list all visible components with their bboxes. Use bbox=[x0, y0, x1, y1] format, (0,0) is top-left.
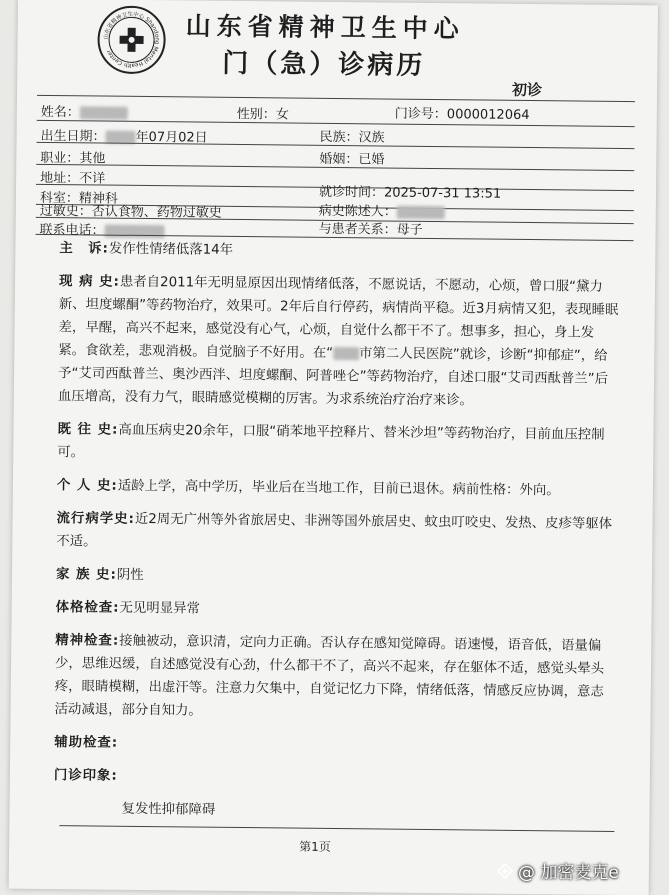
epidemiology-history bbox=[56, 507, 616, 559]
redacted-phone bbox=[105, 225, 165, 239]
informant-label: 病史陈述人： bbox=[318, 203, 397, 220]
past-text: 高血压病史20余年，口服“硝苯地平控释片、替米沙坦”等药物治疗，目前血压控制可。 bbox=[57, 422, 605, 461]
redacted-city bbox=[333, 346, 359, 359]
present-text-2: 市第二人民医院”就诊，诊断“抑郁症”，给予“艾司西酞普兰、奥沙西泮、坦度螺酮、阿普唑仑”等药物治疗，自述口服“艾司西酞普兰”后血压增高，没有力气，眼睛感觉模糊的厉害。为求系统治疗治疗来诊。 bbox=[57, 346, 609, 409]
mental-label: 精神检查: bbox=[55, 633, 120, 649]
mental-text: 接触被动，意识清，定向力正确。否认存在感知觉障碍。语速慢，语音低，语量偏少，思维迟缓，自述感觉没有心劲，什么都干不了，高兴不起来，存在躯体不适，感觉头晕头疼，眼睛模糊，出虚汗等。注意力欠集中，自觉记忆力下降，情绪低落，情感反应协调，意志活动减退，部分自知力。 bbox=[54, 633, 605, 719]
present-text-1: 患者自2011年无明显原因出现情绪低落，不愿说话，不愿动，心烦，曾口服“黛力新、坦度螺酮”等药物治疗，效果可。2年后自行停药，病情尚平稳。近3月病情又犯，表现睡眠差，早醒，高兴不起来，感觉没有心气，心烦，自觉什么都干不了。想事多，担心，身上发紧。食欲差，悲观消极。自觉脑子不好用。在“ bbox=[58, 274, 619, 361]
redacted-informant bbox=[397, 206, 445, 220]
department-value: 精神科 bbox=[78, 191, 119, 207]
clinic-no-label: 门诊号： bbox=[394, 106, 447, 123]
present-illness bbox=[58, 270, 619, 414]
visit-time-label: 就诊时间： bbox=[318, 184, 385, 201]
visit-type: 初诊 bbox=[511, 80, 543, 100]
gender-value: 女 bbox=[275, 107, 289, 123]
relation-label: 与患者关系： bbox=[318, 221, 397, 238]
phone-field bbox=[40, 219, 165, 239]
marriage-label: 婚姻： bbox=[319, 151, 359, 168]
allergy-label: 过敏史： bbox=[39, 203, 92, 220]
family-text: 阴性 bbox=[116, 567, 144, 583]
occupation-label: 职业： bbox=[40, 150, 80, 167]
mental-exam bbox=[54, 629, 615, 727]
record-title: 门（急）诊病历 bbox=[222, 48, 426, 81]
diamond-logo-icon bbox=[497, 863, 513, 879]
chief-text: 发作性情绪低落14年 bbox=[108, 241, 234, 258]
hospital-name: 山东省精神卫生中心 bbox=[185, 11, 465, 44]
birth-label: 出生日期： bbox=[40, 128, 106, 145]
impression-label: 门诊印象: bbox=[53, 768, 118, 784]
family-label: 家 族 史: bbox=[55, 567, 117, 583]
gender-label: 性别： bbox=[236, 106, 276, 123]
allergy-value: 否认食物、药物过敏史 bbox=[91, 204, 222, 221]
logo-ring bbox=[99, 8, 164, 73]
page-number: 第1页 bbox=[299, 839, 331, 854]
gender-field bbox=[237, 103, 289, 123]
impression bbox=[54, 764, 614, 793]
ethnicity-field bbox=[320, 126, 385, 146]
hospital-logo bbox=[97, 5, 166, 74]
watermark-text: @ 加密麦克e bbox=[518, 863, 619, 883]
clinic-no-field bbox=[395, 103, 530, 123]
name-label: 姓名： bbox=[40, 104, 80, 121]
phone-label: 联系电话： bbox=[39, 222, 105, 239]
relation-field bbox=[319, 218, 423, 238]
aux-label: 辅助检查: bbox=[54, 735, 119, 751]
visit-time-value: 2025-07-31 13:51 bbox=[383, 185, 502, 202]
epi-text: 近2周无广州等外省旅居史、非洲等国外旅居史、蚊虫叮咬史、发热、皮疹等躯体不适。 bbox=[56, 511, 613, 550]
chief-label: 主 诉: bbox=[59, 241, 110, 257]
address-label: 地址： bbox=[40, 170, 80, 187]
department-label: 科室： bbox=[39, 190, 80, 207]
redacted-name bbox=[80, 106, 128, 120]
personal-label: 个 人 史: bbox=[56, 478, 118, 494]
ethnicity-label: 民族： bbox=[319, 129, 359, 146]
exam-text: 无见明显异常 bbox=[119, 600, 200, 617]
marriage-value: 已婚 bbox=[358, 152, 385, 168]
footer-rule bbox=[59, 825, 614, 832]
present-label: 现 病 史: bbox=[58, 274, 120, 290]
past-history bbox=[57, 418, 617, 470]
occupation-value: 其他 bbox=[79, 151, 106, 167]
ethnicity-value: 汉族 bbox=[358, 130, 385, 146]
clinic-no-value: 0000012064 bbox=[446, 107, 530, 124]
logo-ring-text: 山东省精神卫生中心 Shandong Mental Health Center bbox=[103, 11, 160, 68]
medical-record-sheet bbox=[9, 0, 658, 895]
name-field bbox=[41, 101, 128, 121]
record-body bbox=[53, 237, 619, 826]
relation-value: 母子 bbox=[396, 222, 423, 238]
impression-text: 复发性抑郁障碍 bbox=[121, 801, 216, 818]
marriage-field bbox=[319, 148, 384, 168]
visit-time-field bbox=[319, 181, 501, 202]
exam-label: 体格检查: bbox=[55, 600, 120, 616]
epi-label: 流行病学史: bbox=[56, 511, 135, 527]
watermark bbox=[497, 858, 619, 883]
personal-text: 适龄上学，高中学历，毕业后在当地工作，目前已退休。病前性格：外向。 bbox=[117, 478, 560, 499]
birth-value: 年07月02日 bbox=[135, 129, 208, 146]
past-label: 既 往 史: bbox=[57, 422, 119, 438]
svg-text:山东省精神卫生中心 Shandong Mental Heal bbox=[101, 9, 160, 68]
address-value: 不详 bbox=[79, 171, 106, 187]
